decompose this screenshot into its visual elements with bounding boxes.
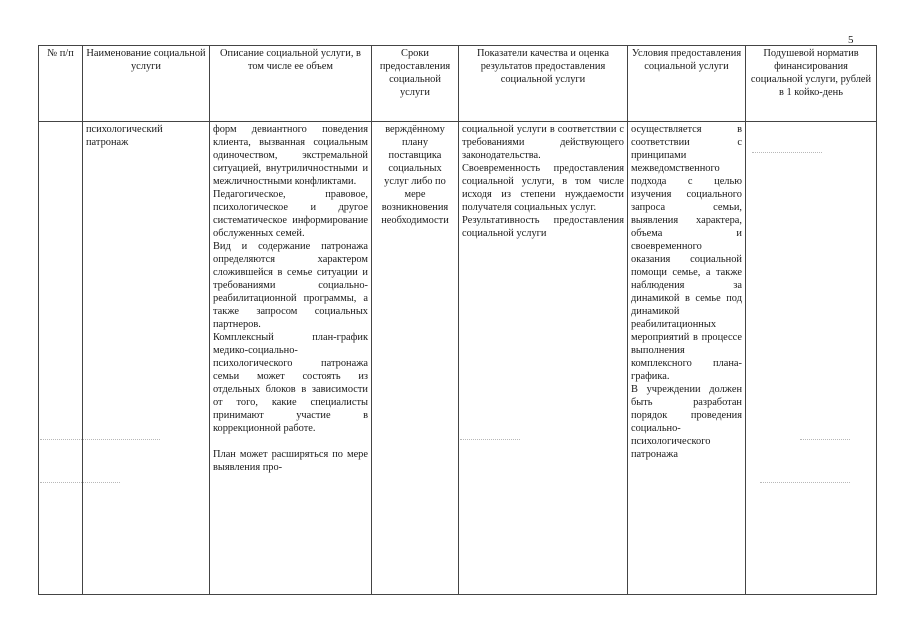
quality-paragraph: социальной услуги в соответствии с требованиями действующего законодательства.	[462, 124, 624, 161]
services-table	[38, 45, 877, 595]
col-header-terms: Сроки предоставления социальной услуги	[372, 46, 459, 122]
description-paragraph: Педагогическое, правовое, психологическое и другое систематическое информирование обслуженных семей.	[213, 189, 368, 239]
scan-artifact-line	[800, 439, 850, 440]
cell-norm	[746, 122, 877, 595]
col-header-service-name: Наименование социальной услуги	[83, 46, 210, 122]
description-paragraph: форм девиантного поведения клиента, вызванная социальным одиночеством, экстремальной ситуацией, внутриличностными и межличностными конфликтами.	[213, 124, 368, 187]
conditions-paragraph: осуществляется в соответствии с принципами межведомственного подхода с целью изучения социального запроса семьи, выявления характера, объема и своевременного оказания социальной помощи семье, а также наблюдения за динамикой в семье под динамикой реабилитационных мероприятий в процессе выполнения комплексного плана-графика.	[631, 124, 742, 382]
cell-terms: верждённому плану поставщика социальных услуг либо по мере возникновения необходимости	[372, 122, 459, 595]
table-header-row	[39, 46, 877, 122]
cell-conditions	[628, 122, 746, 595]
scan-artifact-line	[40, 482, 120, 483]
col-header-conditions: Условия предоставления социальной услуги	[628, 46, 746, 122]
cell-service-name: психологический патронаж	[83, 122, 210, 595]
description-paragraph: План может расширяться по мере выявления про-	[213, 449, 368, 473]
cell-number	[39, 122, 83, 595]
scan-artifact-line	[460, 439, 520, 440]
description-paragraph: Комплексный план-график медико-социально-психологического патронажа семьи может состоять из отдельных блоков в зависимости от того, какие специалисты принимают участие в коррекционной работе.	[213, 332, 368, 434]
cell-description	[210, 122, 372, 595]
col-header-quality: Показатели качества и оценка результатов предоставления социальной услуги	[459, 46, 628, 122]
col-header-norm: Подушевой норматив финансирования социальной услуги, рублей в 1 койко-день	[746, 46, 877, 122]
conditions-paragraph: В учреждении должен быть разработан порядок проведения социально-психологического патронажа	[631, 384, 742, 460]
cell-quality	[459, 122, 628, 595]
col-header-number: № п/п	[39, 46, 83, 122]
paragraph-gap	[213, 435, 368, 448]
description-paragraph: Вид и содержание патронажа определяются характером сложившейся в семье ситуации и требованиями социально-реабилитационной программы, а также запросом социальных партнеров.	[213, 241, 368, 330]
col-header-description: Описание социальной услуги, в том числе ее объем	[210, 46, 372, 122]
quality-paragraph: Своевременность предоставления социальной услуги, в том числе исходя из степени нуждаемости получателя социальных услуг.	[462, 163, 624, 213]
page-number: 5	[848, 34, 854, 46]
table-row	[39, 122, 877, 595]
scan-artifact-line	[752, 152, 822, 153]
scan-artifact-line	[40, 439, 160, 440]
scan-artifact-line	[760, 482, 850, 483]
quality-paragraph: Результативность предоставления социальной услуги	[462, 215, 624, 239]
